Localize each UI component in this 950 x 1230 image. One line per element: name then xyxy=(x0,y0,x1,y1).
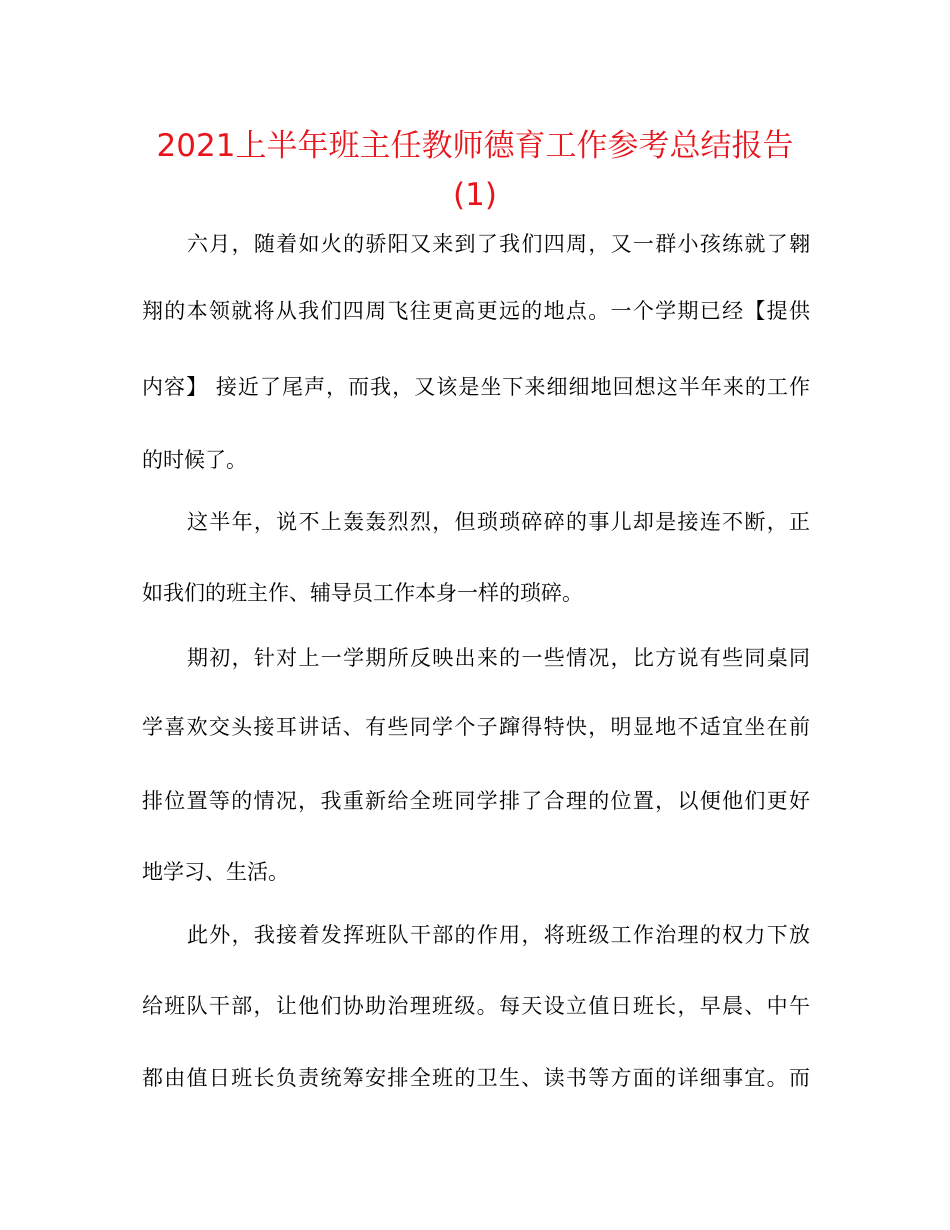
paragraph-line: 内容】 接近了尾声，而我，又该是坐下来细细地回想这半年来的工作 xyxy=(142,375,810,399)
paragraph-line: 六月，随着如火的骄阳又来到了我们四周，又一群小孩练就了翱 xyxy=(187,232,810,256)
paragraph-line: 的时候了。 xyxy=(142,448,247,472)
paragraph-line: 此外，我接着发挥班队干部的作用，将班级工作治理的权力下放 xyxy=(187,923,810,947)
paragraph-line: 翔的本领就将从我们四周飞往更高更远的地点。一个学期已经【提供 xyxy=(142,299,810,323)
paragraph-line: 给班队干部，让他们协助治理班级。每天设立值日班长，早晨、中午 xyxy=(142,994,810,1018)
paragraph-line: 地学习、生活。 xyxy=(142,860,289,884)
document-title: 2021上半年班主任教师德育工作参考总结报告 xyxy=(156,128,794,164)
paragraph-line: 如我们的班主作、辅导员工作本身一样的琐碎。 xyxy=(142,581,583,605)
paragraph-line: 这半年，说不上轰轰烈烈，但琐琐碎碎的事儿却是接连不断，正 xyxy=(187,510,810,534)
document-title-continuation: (1) xyxy=(453,177,497,213)
paragraph-line: 期初，针对上一学期所反映出来的一些情况，比方说有些同桌同 xyxy=(187,646,810,670)
paragraph-line: 排位置等的情况，我重新给全班同学排了合理的位置，以便他们更好 xyxy=(142,789,810,813)
paragraph-line: 学喜欢交头接耳讲话、有些同学个子蹿得特快，明显地不适宜坐在前 xyxy=(142,715,810,739)
paragraph-line: 都由值日班长负责统筹安排全班的卫生、读书等方面的详细事宜。而 xyxy=(142,1066,810,1090)
